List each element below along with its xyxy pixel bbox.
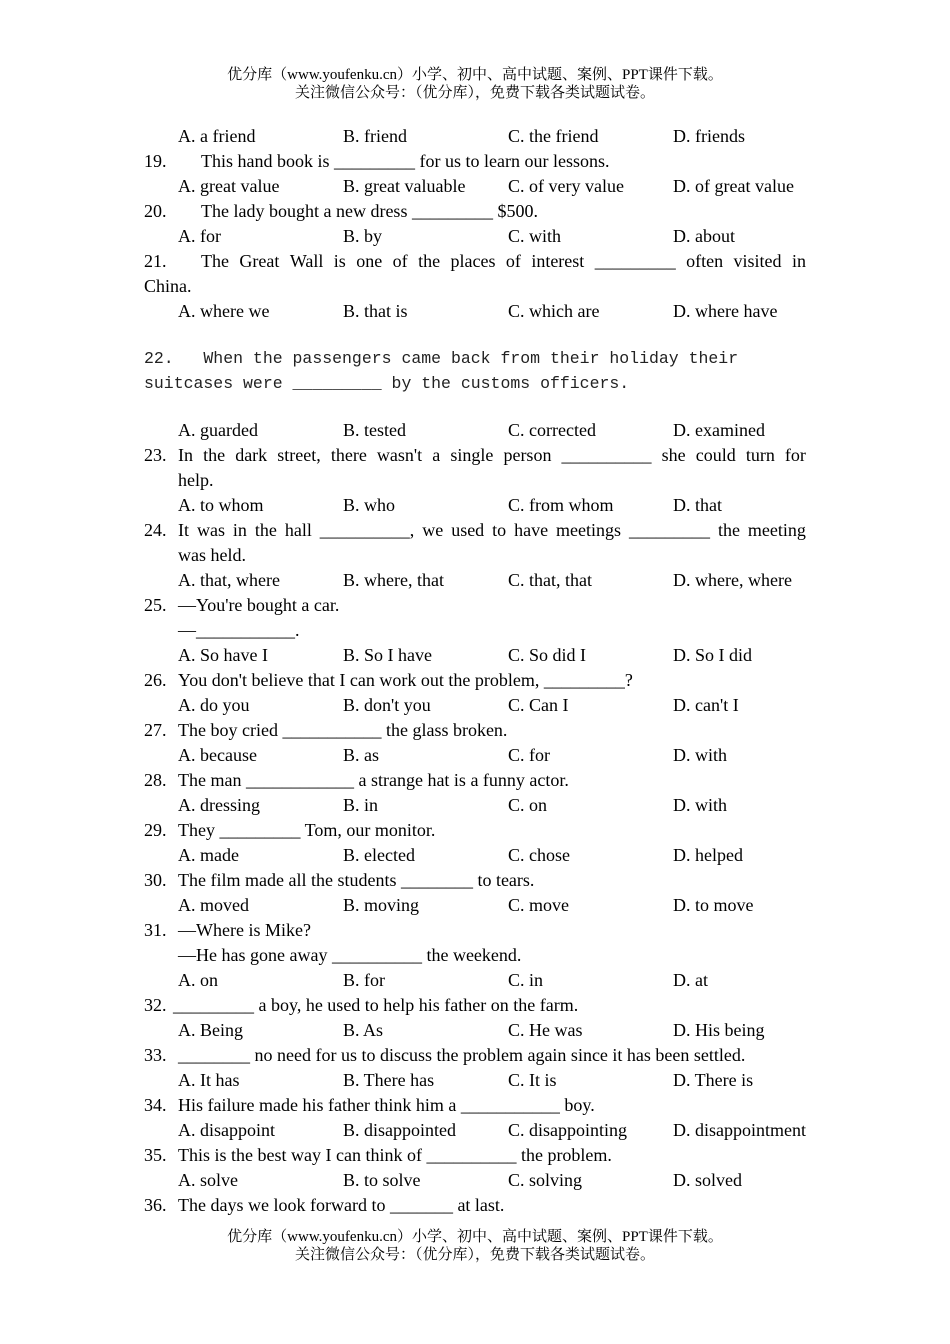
option-b: B. for <box>343 970 385 990</box>
question-number: 26. <box>144 670 167 690</box>
question-number: 33. <box>144 1045 167 1065</box>
option-d: D. solved <box>673 1170 742 1190</box>
question-text: The film made all the students ________ to tears. <box>178 870 535 890</box>
question-25-continued: —___________. <box>178 620 300 640</box>
option-a: A. So have I <box>178 645 268 665</box>
option-b: B. by <box>343 226 383 246</box>
option-d: D. So I did <box>673 645 753 665</box>
question-21-continued: China. <box>144 276 192 296</box>
question-text: The boy cried ___________ the glass broken. <box>178 720 508 740</box>
question-23 <box>144 443 814 468</box>
question-19 <box>144 149 814 174</box>
spacer <box>144 396 814 418</box>
q22-options <box>178 418 814 443</box>
option-c: C. in <box>508 970 544 990</box>
question-36 <box>144 1193 814 1218</box>
question-32 <box>144 993 814 1018</box>
question-number: 25. <box>144 595 167 615</box>
header-line-1: 优分库（www.youfenku.cn）小学、初中、高中试题、案例、PPT课件下载。 <box>227 67 723 83</box>
option-c: C. move <box>508 895 569 915</box>
option-c: C. on <box>508 795 548 815</box>
question-number: 32. <box>144 995 167 1015</box>
q20-options <box>178 224 814 249</box>
option-b: B. in <box>343 795 379 815</box>
option-c: C. So did I <box>508 645 587 665</box>
question-20 <box>144 199 814 224</box>
question-text: The Great Wall is one of the places of interest _________ often visited in <box>201 251 806 271</box>
option-a: A. do you <box>178 695 250 715</box>
option-d: D. can't I <box>673 695 739 715</box>
option-a: A. because <box>178 745 257 765</box>
question-text: They _________ Tom, our monitor. <box>178 820 436 840</box>
question-text: This is the best way I can think of __________ the problem. <box>178 1145 612 1165</box>
question-text: —Where is Mike? <box>178 920 311 940</box>
option-d: D. friends <box>673 126 745 146</box>
option-c: C. from whom <box>508 495 614 515</box>
question-35 <box>144 1143 814 1168</box>
spacer <box>144 324 814 346</box>
q23-options <box>178 493 814 518</box>
option-d: D. at <box>673 970 708 990</box>
option-d: D. helped <box>673 845 743 865</box>
question-text: ________ no need for us to discuss the problem again since it has been settled. <box>178 1045 746 1065</box>
question-number: 27. <box>144 720 167 740</box>
option-a: A. made <box>178 845 239 865</box>
option-b: B. friend <box>343 126 407 146</box>
option-c: C. the friend <box>508 126 599 146</box>
question-31 <box>144 918 814 943</box>
page-footer <box>0 1228 950 1264</box>
option-a: A. It has <box>178 1070 240 1090</box>
page-header <box>0 66 950 102</box>
q32-options <box>178 1018 814 1043</box>
question-21 <box>144 249 814 274</box>
option-d: D. His being <box>673 1020 765 1040</box>
question-text: The lady bought a new dress _________ $500. <box>201 201 538 221</box>
question-text: The days we look forward to _______ at last. <box>178 1195 505 1215</box>
question-number: 35. <box>144 1145 167 1165</box>
option-d: D. with <box>673 795 727 815</box>
option-c: C. Can I <box>508 695 569 715</box>
question-number: 19. <box>144 151 167 171</box>
option-a: A. where we <box>178 301 270 321</box>
option-a: A. disappoint <box>178 1120 275 1140</box>
question-26 <box>144 668 814 693</box>
question-text: His failure made his father think him a ___________ boy. <box>178 1095 595 1115</box>
option-b: B. as <box>343 745 379 765</box>
option-d: D. where have <box>673 301 778 321</box>
option-a: A. for <box>178 226 221 246</box>
option-c: C. It is <box>508 1070 557 1090</box>
option-c: C. He was <box>508 1020 583 1040</box>
question-34 <box>144 1093 814 1118</box>
question-24-continued: was held. <box>178 545 246 565</box>
option-a: A. guarded <box>178 420 258 440</box>
option-d: D. There is <box>673 1070 754 1090</box>
option-b: B. don't you <box>343 695 431 715</box>
q25-options <box>178 643 814 668</box>
option-c: C. disappointing <box>508 1120 628 1140</box>
q30-options <box>178 893 814 918</box>
footer-line-2: 关注微信公众号：（优分库），免费下载各类试题试卷。 <box>294 1247 655 1263</box>
option-a: A. great value <box>178 176 280 196</box>
option-a: A. moved <box>178 895 249 915</box>
option-d: D. of great value <box>673 176 794 196</box>
q19-options <box>178 174 814 199</box>
question-number: 34. <box>144 1095 167 1115</box>
footer-line-1: 优分库（www.youfenku.cn）小学、初中、高中试题、案例、PPT课件下载。 <box>227 1229 723 1245</box>
question-33 <box>144 1043 814 1068</box>
option-a: A. to whom <box>178 495 264 515</box>
question-text: This hand book is _________ for us to learn our lessons. <box>201 151 610 171</box>
q21-options <box>178 299 814 324</box>
option-b: B. So I have <box>343 645 432 665</box>
option-d: D. to move <box>673 895 754 915</box>
q26-options <box>178 693 814 718</box>
option-b: B. who <box>343 495 396 515</box>
option-d: D. examined <box>673 420 765 440</box>
option-c: C. for <box>508 745 550 765</box>
option-a: A. that, where <box>178 570 280 590</box>
option-c: C. which are <box>508 301 600 321</box>
question-text: —You're bought a car. <box>178 595 340 615</box>
option-b: B. moving <box>343 895 420 915</box>
question-number: 31. <box>144 920 167 940</box>
question-text: In the dark street, there wasn't a single person __________ she could turn for <box>178 445 806 465</box>
question-text: _________ a boy, he used to help his father on the farm. <box>173 995 579 1015</box>
question-number: 23. <box>144 445 167 465</box>
option-d: D. that <box>673 495 722 515</box>
question-27 <box>144 718 814 743</box>
option-c: C. with <box>508 226 562 246</box>
option-b: B. elected <box>343 845 415 865</box>
option-c: C. of very value <box>508 176 624 196</box>
option-a: A. dressing <box>178 795 260 815</box>
header-line-2: 关注微信公众号：（优分库），免费下载各类试题试卷。 <box>294 85 655 101</box>
question-text: It was in the hall __________, we used to have meetings _________ the meeting <box>178 520 806 540</box>
question-30 <box>144 868 814 893</box>
option-c: C. chose <box>508 845 570 865</box>
question-number: 21. <box>144 251 167 271</box>
q18-options <box>178 124 814 149</box>
option-b: B. great valuable <box>343 176 466 196</box>
option-c: C. that, that <box>508 570 592 590</box>
option-c: C. solving <box>508 1170 583 1190</box>
option-d: D. with <box>673 745 727 765</box>
option-d: D. disappointment <box>673 1120 806 1140</box>
q35-options <box>178 1168 814 1193</box>
option-a: A. a friend <box>178 126 256 146</box>
question-text: You don't believe that I can work out the problem, _________? <box>178 670 633 690</box>
question-number: 20. <box>144 201 167 221</box>
question-22-line-1: 22. When the passengers came back from their holiday their <box>144 349 739 368</box>
question-23-continued: help. <box>178 470 214 490</box>
question-28 <box>144 768 814 793</box>
option-b: B. There has <box>343 1070 435 1090</box>
q29-options <box>178 843 814 868</box>
question-number: 29. <box>144 820 167 840</box>
question-25 <box>144 593 814 618</box>
q31-options <box>178 968 814 993</box>
option-d: D. where, where <box>673 570 792 590</box>
option-b: B. to solve <box>343 1170 421 1190</box>
question-number: 28. <box>144 770 167 790</box>
option-b: B. disappointed <box>343 1120 456 1140</box>
option-c: C. corrected <box>508 420 596 440</box>
q28-options <box>178 793 814 818</box>
question-number: 36. <box>144 1195 167 1215</box>
question-29 <box>144 818 814 843</box>
q34-options <box>178 1118 814 1143</box>
q33-options <box>178 1068 814 1093</box>
question-24 <box>144 518 814 543</box>
option-b: B. As <box>343 1020 384 1040</box>
option-a: A. on <box>178 970 218 990</box>
question-31-continued: —He has gone away __________ the weekend. <box>178 945 522 965</box>
q27-options <box>178 743 814 768</box>
option-d: D. about <box>673 226 735 246</box>
question-text: The man ____________ a strange hat is a funny actor. <box>178 770 569 790</box>
option-a: A. solve <box>178 1170 238 1190</box>
question-number: 24. <box>144 520 167 540</box>
q24-options <box>178 568 814 593</box>
option-b: B. where, that <box>343 570 444 590</box>
question-number: 30. <box>144 870 167 890</box>
option-b: B. tested <box>343 420 406 440</box>
question-22-line-2: suitcases were _________ by the customs officers. <box>144 374 630 393</box>
exam-questions <box>144 124 814 1218</box>
option-b: B. that is <box>343 301 408 321</box>
option-a: A. Being <box>178 1020 243 1040</box>
